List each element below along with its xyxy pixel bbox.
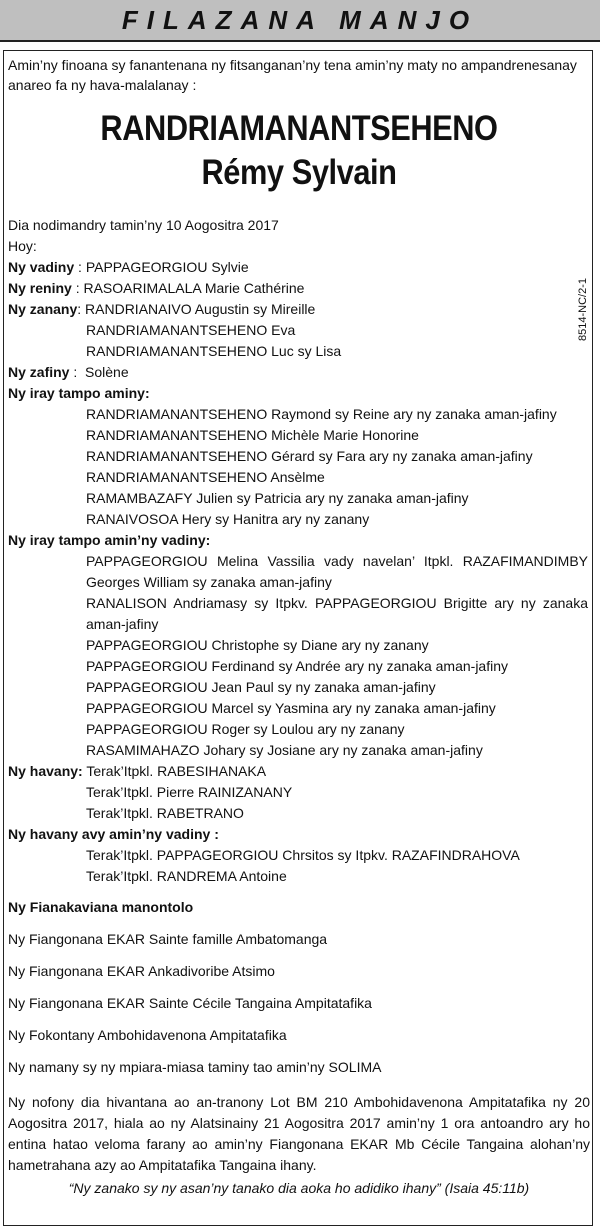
children-value: RANDRIAMANANTSEHENO Eva	[86, 322, 296, 338]
sibling-item: RAMAMBAZAFY Julien sy Patricia ary ny zanaka aman-jafiny	[86, 490, 469, 506]
notice-content	[8, 55, 590, 1199]
whole-family: Ny Fianakaviana manontolo	[8, 899, 194, 915]
header-title: FILAZANA MANJO	[121, 4, 479, 35]
spouse-relatives-label: Ny havany avy amin’ny vadiny :	[8, 826, 219, 842]
date-line: Dia nodimandry tamin’ny 10 Aogositra 2017	[8, 217, 279, 233]
relatives-label: Ny havany:	[8, 763, 83, 779]
reference-code: 8514-NC/2-1	[577, 278, 589, 342]
spouse-sibling-item: PAPPAGEORGIOU Marcel sy Yasmina ary ny zanaka aman-jafiny	[86, 700, 496, 716]
siblings-label: Ny iray tampo aminy:	[8, 385, 150, 401]
grandchild-line	[8, 362, 590, 383]
sibling-item: RANDRIAMANANTSEHENO Michèle Marie Honorine	[86, 427, 419, 443]
deceased-given-name: Rémy Sylvain	[201, 153, 397, 192]
sibling-item: RANDRIAMANANTSEHENO Ansèlme	[86, 469, 325, 485]
children-value: RANDRIAMANANTSEHENO Luc sy Lisa	[86, 343, 342, 359]
grandchild-label: Ny zafiny	[8, 364, 70, 380]
spouse-siblings-label: Ny iray tampo amin’ny vadiny:	[8, 532, 211, 548]
mother-sep: :	[71, 280, 84, 296]
spouse-value: PAPPAGEORGIOU Sylvie	[85, 259, 249, 275]
relatives-value: Terak’Itpkl. RABETRANO	[86, 805, 244, 821]
grandchild-sep: :	[69, 364, 86, 380]
relatives-value: Terak’Itpkl. Pierre RAINIZANANY	[86, 784, 293, 800]
hoy-label: Hoy:	[8, 238, 37, 254]
spouse-line	[8, 257, 590, 278]
spouse-relatives-value: Terak’Itpkl. PAPPAGEORGIOU Chrsitos sy Itpkv. RAZAFINDRAHOVA	[86, 847, 520, 863]
relatives-value: Terak’Itpkl. RABESIHANAKA	[86, 763, 267, 779]
spouse-sibling-item: PAPPAGEORGIOU Ferdinand sy Andrée ary ny zanaka aman-jafiny	[86, 658, 509, 674]
funeral-details: Ny nofony dia hivantana ao an-tranony Lot BM 210 Ambohidavenona Ampitatafika ny 20 Aogositra 2017, hiala ao ny Alatsinainy 21 Aogositra 2017 amin’ny 1 ora antoandro ary ho entina hatao veloma farany ao amin’ny Fiangonana EKAR Mb Cécile Tangaina alohan’ny hametrahana azy ao Ampitatafika Tangaina ihany.	[8, 1094, 590, 1173]
spouse-relatives-value: Terak’Itpkl. RANDREMA Antoine	[86, 868, 287, 884]
intro-text: Amin’ny finoana sy fanantenana ny fitsanganan’ny tena amin’ny maty no ampandrenesanay anareo fa ny hava-malalanay :	[8, 57, 577, 93]
spouse-sibling-item: RANALISON Andriamasy sy Itpkv. PAPPAGEORGIOU Brigitte ary ny zanaka aman-jafiny	[86, 595, 588, 632]
relatives-line	[8, 761, 590, 782]
group-item: Ny Fiangonana EKAR Ankadivoribe Atsimo	[8, 963, 275, 979]
children-line	[8, 299, 590, 320]
spouse-label: Ny vadiny	[8, 259, 75, 275]
children-value: RANDRIANAIVO Augustin sy Mireille	[85, 301, 316, 317]
children-sep: :	[77, 301, 86, 317]
sibling-item: RANDRIAMANANTSEHENO Raymond sy Reine ary ny zanaka aman-jafiny	[86, 406, 557, 422]
spouse-sibling-item: PAPPAGEORGIOU Melina Vassilia vady navelan’ Itpkl. RAZAFIMANDIMBY Georges William sy zanaka aman-jafiny	[86, 553, 588, 590]
spouse-sibling-item: PAPPAGEORGIOU Christophe sy Diane ary ny zanany	[86, 637, 429, 653]
group-item: Ny Fokontany Ambohidavenona Ampitatafika	[8, 1027, 287, 1043]
mother-value: RASOARIMALALA Marie Cathérine	[83, 280, 305, 296]
header-bar	[0, 0, 600, 42]
mother-line	[8, 278, 590, 299]
grandchild-value: Solène	[85, 364, 129, 380]
spouse-sibling-item: RASAMIMAHAZO Johary sy Josiane ary ny zanaka aman-jafiny	[86, 742, 483, 758]
children-label: Ny zanany	[8, 301, 78, 317]
deceased-surname: RANDRIAMANANTSEHENO	[100, 109, 498, 148]
bible-quote: “Ny zanako sy ny asan’ny tanako dia aoka ho adidiko ihany” (Isaia 45:11b)	[68, 1180, 530, 1196]
spouse-sibling-item: PAPPAGEORGIOU Jean Paul sy ny zanaka aman-jafiny	[86, 679, 436, 695]
sibling-item: RANDRIAMANANTSEHENO Gérard sy Fara ary ny zanaka aman-jafiny	[86, 448, 533, 464]
group-item: Ny Fiangonana EKAR Sainte Cécile Tangaina Ampitatafika	[8, 995, 372, 1011]
spouse-sibling-item: PAPPAGEORGIOU Roger sy Loulou ary ny zanany	[86, 721, 405, 737]
group-item: Ny Fiangonana EKAR Sainte famille Ambatomanga	[8, 931, 328, 947]
mother-label: Ny reniny	[8, 280, 72, 296]
spouse-sep: :	[74, 259, 86, 275]
group-item: Ny namany sy ny mpiara-miasa taminy tao amin’ny SOLIMA	[8, 1059, 382, 1075]
sibling-item: RANAIVOSOA Hery sy Hanitra ary ny zanany	[86, 511, 370, 527]
